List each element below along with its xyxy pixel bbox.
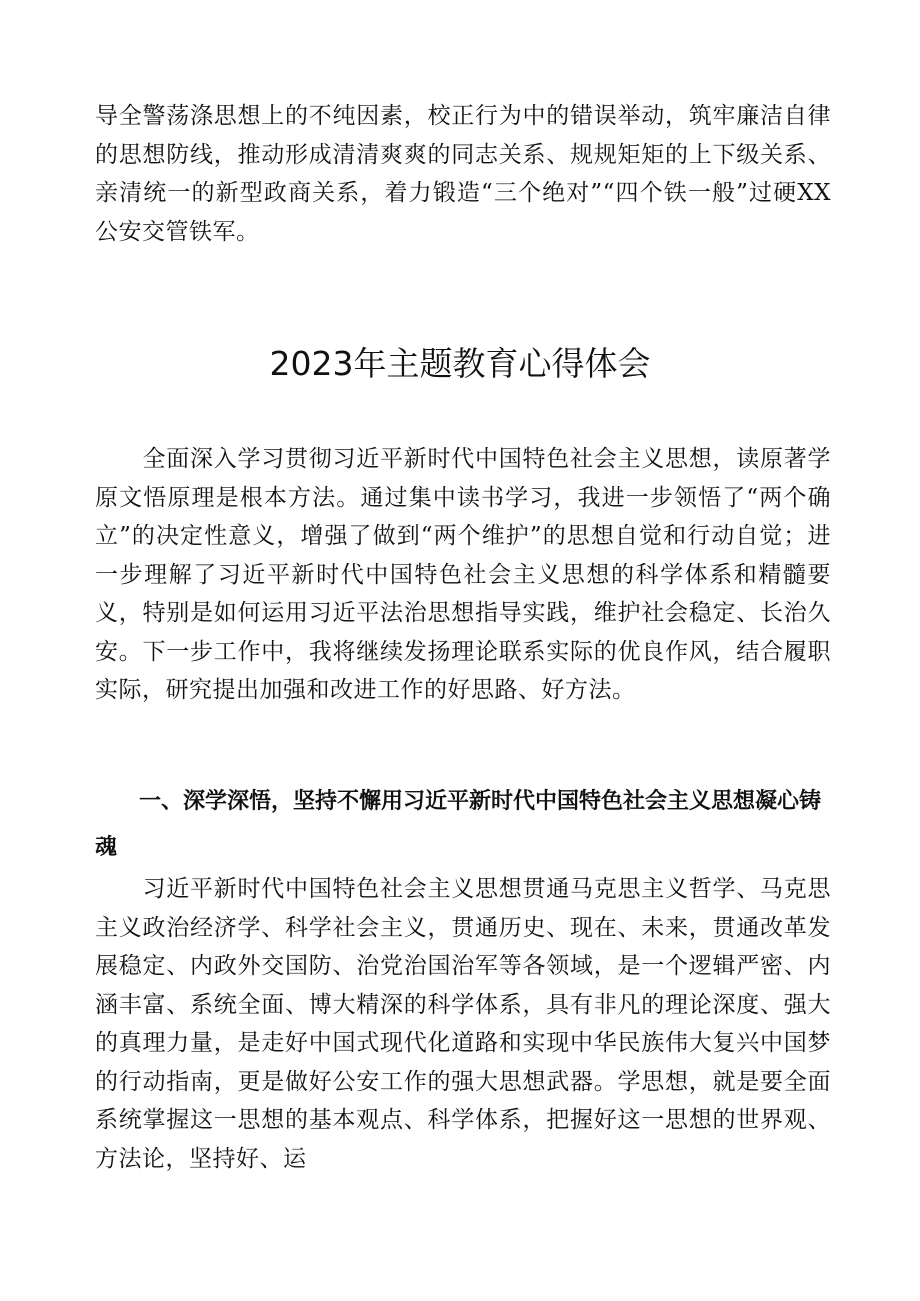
page-title: 2023年主题教育心得体会 [269,344,651,383]
body-paragraph: 习近平新时代中国特色社会主义思想贯通马克思主义哲学、马克思主义政治经济学、科学社会主义，贯通历史、现在、未来，贯通改革发展稳定、内政外交国防、治党治国治军等各领域，是一个逻辑严密、内涵丰富、系统全面、博大精深的科学体系，具有非凡的理论深度、强大的真理力量，是走好中国式现代化道路和实现中华民族伟大复兴中国梦的行动指南，更是做好公安工作的强大思想武器。学思想，就是要全面系统掌握这一思想的基本观点、科学体系，把握好这一思想的世界观、方法论，坚持好、运 [95,876,831,1172]
section-heading: 一、深学深悟，坚持不懈用习近平新时代中国特色社会主义思想凝心铸魂 [95,789,822,860]
intro-paragraph: 导全警荡涤思想上的不纯因素，校正行为中的错误举动，筑牢廉洁自律的思想防线，推动形成清清爽爽的同志关系、规规矩矩的上下级关系、亲清统一的新型政商关系，着力锻造“三个绝对”“四个铁一般”过硬XX公安交管铁军。 [95,103,831,245]
body-paragraph: 全面深入学习贯彻习近平新时代中国特色社会主义思想，读原著学原文悟原理是根本方法。通过集中读书学习，我进一步领悟了“两个确立”的决定性意义，增强了做到“两个维护”的思想自觉和行动自觉；进一步理解了习近平新时代中国特色社会主义思想的科学体系和精髓要义，特别是如何运用习近平法治思想指导实践，维护社会稳定、长治久安。下一步工作中，我将继续发扬理论联系实际的优良作风，结合履职实际，研究提出加强和改进工作的好思路、好方法。 [95,446,831,703]
